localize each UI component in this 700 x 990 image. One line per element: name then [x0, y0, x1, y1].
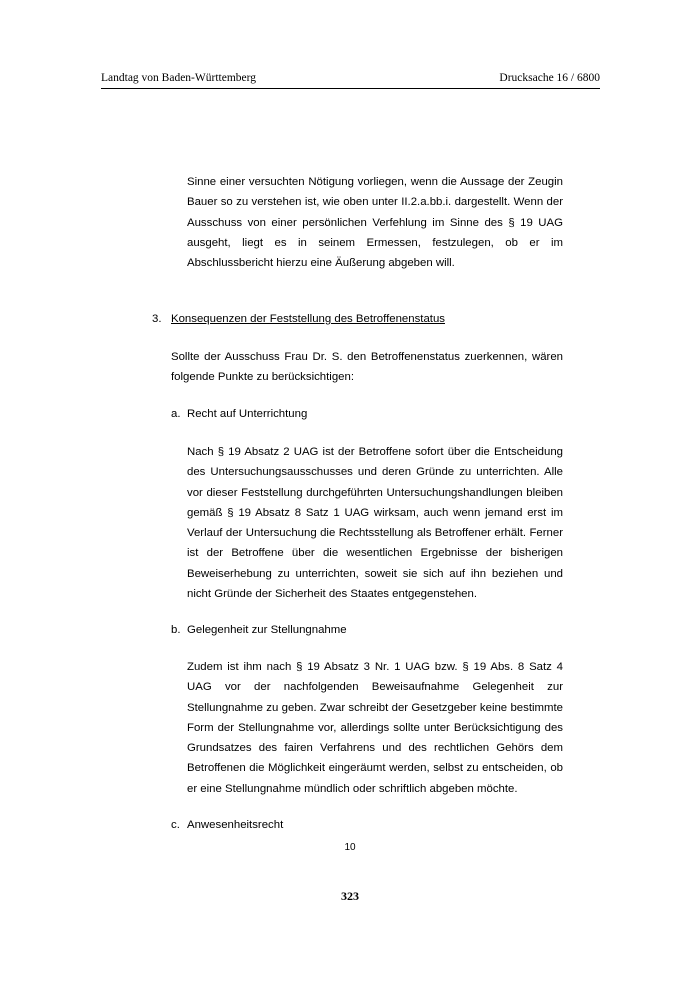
subsection-b-letter: b.	[171, 624, 181, 636]
page-header	[101, 70, 600, 89]
page-number: 323	[341, 889, 359, 903]
subsection-c-letter: c.	[171, 819, 180, 831]
header-document-number: Drucksache 16 / 6800	[499, 72, 600, 84]
inner-page-number: 10	[344, 842, 356, 853]
subsection-c-title: Anwesenheitsrecht	[187, 819, 284, 831]
section-3-number: 3.	[152, 313, 162, 325]
subsection-a-title: Recht auf Unterrichtung	[187, 408, 308, 420]
subsection-a-text: Nach § 19 Absatz 2 UAG ist der Betroffene sofort über die Entscheidung des Untersuchungsausschusses und deren Gründe zu unterrichten. Alle vor dieser Feststellung durchgeführten Untersuchungshandlungen bleiben gemäß § 19 Absatz 8 Satz 1 UAG wirksam, auch wenn jemand erst im Verlauf der Untersuchung die Rechtsstellung als Betroffener erhält. Ferner ist der Betroffene über die wesentlichen Ergebnisse der bisherigen Beweiserhebung zu unterrichten, soweit sie sich auf ihn beziehen und nicht Gründe der Sicherheit des Staates entgegenstehen.	[187, 446, 563, 601]
section-3-title: Konsequenzen der Feststellung des Betroffenenstatus	[171, 313, 445, 325]
header-institution: Landtag von Baden-Württemberg	[101, 72, 256, 84]
subsection-a-letter: a.	[171, 408, 181, 420]
section-3-intro: Sollte der Ausschuss Frau Dr. S. den Betroffenenstatus zuerkennen, wären folgende Punkte zu berücksichtigen:	[171, 351, 563, 384]
subsection-b-title: Gelegenheit zur Stellungnahme	[187, 624, 347, 636]
subsection-b-text: Zudem ist ihm nach § 19 Absatz 3 Nr. 1 UAG bzw. § 19 Abs. 8 Satz 4 UAG vor der nachfolgenden Beweisaufnahme Gelegenheit zur Stellungnahme zu geben. Zwar schreibt der Gesetzgeber keine bestimmte Form der Stellungnahme vor, allerdings sollte unter Berücksichtigung des Grundsatzes des fairen Verfahrens und des rechtlichen Gehörs dem Betroffenen die Möglichkeit eingeräumt werden, selbst zu entscheiden, ob er eine Stellungnahme mündlich oder schriftlich abgeben möchte.	[187, 661, 563, 795]
continuation-paragraph: Sinne einer versuchten Nötigung vorliegen, wenn die Aussage der Zeugin Bauer so zu verstehen ist, wie oben unter II.2.a.bb.i. dargestellt. Wenn der Ausschuss von einer persönlichen Verfehlung im Sinne des § 19 UAG ausgeht, liegt es in seinem Ermessen, festzulegen, ob er im Abschlussbericht hierzu eine Äußerung abgeben will.	[187, 176, 563, 270]
